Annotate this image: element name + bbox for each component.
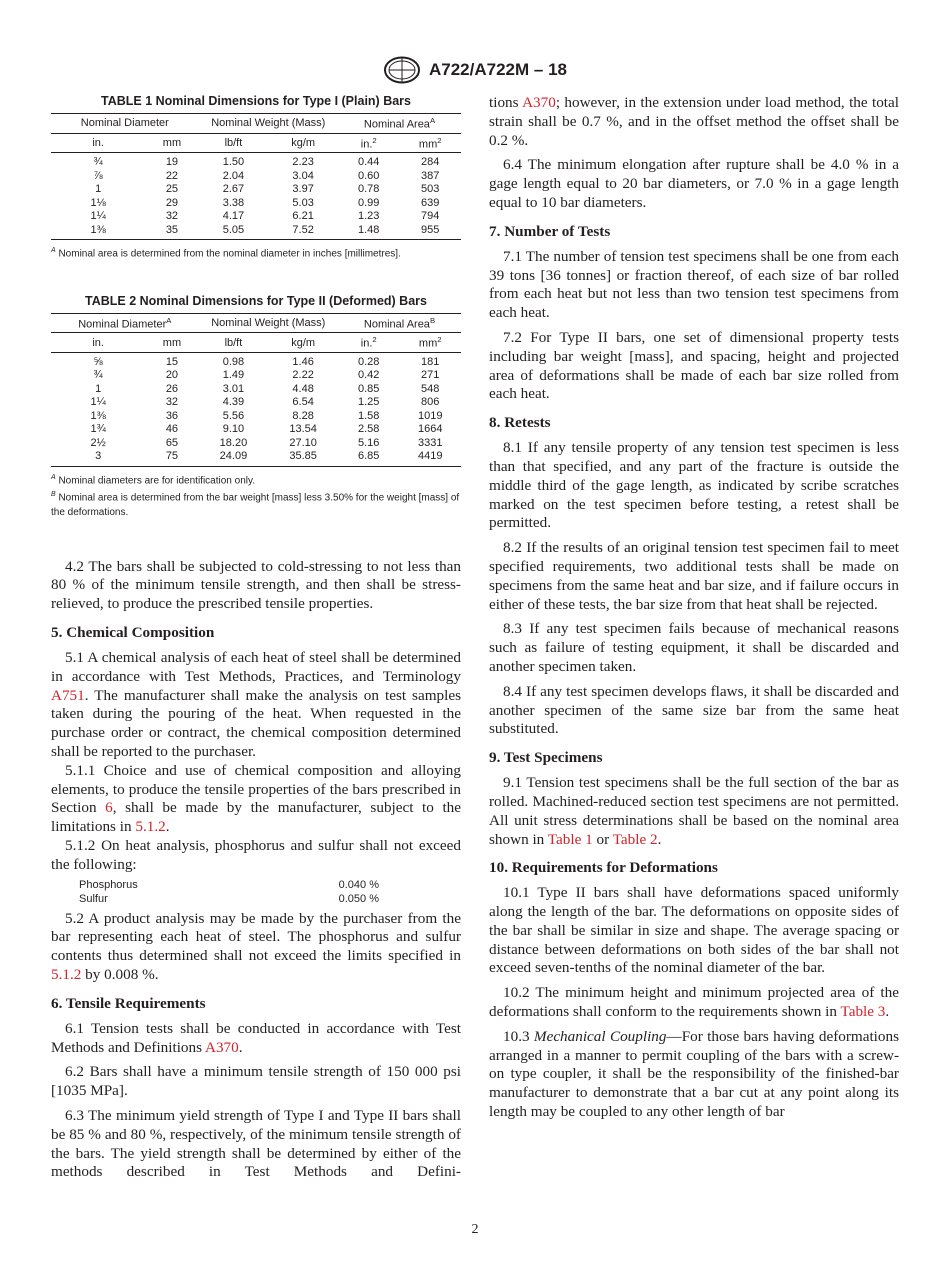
table-row: [51, 197, 461, 211]
right-column: [489, 94, 899, 1128]
table-cell: 3.97: [292, 183, 314, 196]
table-cell: 27.10: [289, 436, 317, 449]
heading-8: 8. Retests: [489, 414, 551, 432]
para-8-1: 8.1 If any tensile property of any tension test specimen is less than that specified, and any part of the fracture is outside the middle third of the gage length, as indicated by scribe scratches marked on the test specimen before testing, a retest shall be permitted.: [489, 439, 899, 532]
table-row: [51, 396, 461, 410]
table-cell: 15: [165, 355, 179, 368]
table-cell: 13.54: [289, 423, 317, 436]
table-cell: 0.42: [358, 369, 380, 382]
table-cell: 2.67: [222, 183, 245, 196]
limit-row: Phosphorus 0.040 %: [79, 878, 379, 891]
para-9-1: 9.1 Tension test specimens shall be the full section of the bar as rolled. Machined-reduced section test specimens are not permitted. All unit stress determinations shall be based on the nominal area shown in Table 1 or Table 2.: [489, 774, 899, 848]
table-row: [51, 352, 461, 369]
table1-unit: in.: [51, 133, 145, 153]
table2-unit: in.$^2$: [338, 333, 400, 353]
table-cell: 3.04: [292, 169, 314, 182]
table2-group-weight: Nominal Weight (Mass): [199, 313, 338, 333]
para-8-3: 8.3 If any test specimen fails because of mechanical reasons such as failure of testing equipment, it shall be discarded and another specimen taken.: [489, 620, 899, 675]
table-cell: 4.39: [222, 396, 245, 409]
table-cell: 2½: [90, 436, 106, 449]
table-cell: 503: [421, 183, 440, 196]
table-row: [51, 423, 461, 437]
table2-unit: $mm^2$: [399, 333, 461, 353]
table2-group-area: Nominal Area$^B$: [338, 313, 461, 333]
table-cell: 639: [421, 196, 440, 209]
table-cell: 794: [421, 210, 440, 223]
table-cell: 7.52: [268, 224, 338, 240]
table-cell: 548: [421, 382, 440, 395]
table-row: [51, 369, 461, 383]
table1-unit: kg/m: [268, 133, 338, 153]
table-cell: 1⅜: [90, 409, 106, 422]
table1-unit: in.$^2$: [338, 133, 400, 153]
table-cell: 1.48: [338, 224, 400, 240]
table1-unit: mm: [145, 133, 198, 153]
table-cell: 1019: [417, 409, 443, 422]
table-cell: 284: [421, 156, 440, 169]
table-cell: 35: [145, 224, 198, 240]
table-cell: 2.04: [222, 169, 245, 182]
table-cell: 25: [165, 183, 179, 196]
table-row: [51, 153, 461, 170]
table-cell: 32: [165, 210, 179, 223]
para-7-1: 7.1 The number of tension test specimens shall be one from each 39 tons [36 tonnes] or fraction thereof, of each size of bar rolled from each heat but not less than two tension test specimens from each heat.: [489, 247, 899, 322]
table-cell: 1.49: [222, 369, 245, 382]
table-row: [51, 183, 461, 197]
table1: [51, 113, 461, 240]
table-cell: 6.21: [292, 210, 314, 223]
table-cell: 4.17: [222, 210, 245, 223]
table-cell: 9.10: [222, 423, 245, 436]
para-5-1-1: 5.1.1 Choice and use of chemical composition and alloying elements, to produce the tensile properties of the bars prescribed in Section 6, shall be made by the manufacturer, subject to the limitations in 5.1.2.: [51, 761, 461, 836]
table-cell: 8.28: [292, 409, 314, 422]
link-a370[interactable]: A370: [522, 94, 556, 111]
table-row: [51, 450, 461, 466]
table2-footnote-a: $^A$ Nominal diameters are for identification only.: [51, 473, 256, 487]
table-cell: 5.03: [292, 196, 314, 209]
link-table-2[interactable]: Table 2: [612, 830, 658, 848]
para-6-3: 6.3 The minimum yield strength of Type I and Type II bars shall be 85 % and 80 %, respectively, of the minimum tensile strength of the bars. The yield strength shall be determined by either of the methods described in Test Methods and Defini-: [51, 1106, 461, 1181]
table-cell: 20: [165, 369, 179, 382]
table-cell: 3.38: [222, 196, 245, 209]
table-cell: 0.78: [358, 183, 380, 196]
table-cell: 1.50: [222, 156, 245, 169]
table-cell: 1¼: [90, 396, 106, 409]
para-6-1: 6.1 Tension tests shall be conducted in accordance with Test Methods and Definitions A370.: [51, 1019, 461, 1056]
table-cell: 29: [165, 196, 179, 209]
table-cell: ⅝: [93, 355, 103, 368]
table-cell: 0.85: [358, 382, 380, 395]
limit-row: Sulfur 0.050 %: [79, 892, 379, 905]
para-8-4: 8.4 If any test specimen develops flaws, it shall be discarded and another specimen of the same size bar from the same heat substituted.: [489, 682, 899, 738]
link-a751[interactable]: A751: [51, 686, 85, 704]
table-cell: 181: [421, 355, 440, 368]
table-cell: 5.05: [199, 224, 269, 240]
table-row: [51, 210, 461, 224]
left-column: [51, 94, 461, 1188]
table-cell: 1.25: [358, 396, 380, 409]
table-cell: 6.54: [292, 396, 314, 409]
table-cell: 65: [165, 436, 179, 449]
para-6-3-cont: tions A370; however, in the extension under load method, the total strain shall be 0.7 %, and in the offset method the offset shall be 0.2 %.: [489, 94, 899, 149]
table-cell: 271: [421, 369, 440, 382]
table1-unit: $mm^2$: [399, 133, 461, 153]
table-cell: 2.23: [292, 156, 314, 169]
table2-unit: kg/m: [268, 333, 338, 353]
para-5-1: 5.1 A chemical analysis of each heat of steel shall be determined in accordance with Test Methods, Practices, and Terminology A751. The manufacturer shall make the analysis on test samples taken during the pouring of the heat. When requested in the purchase order or contract, the chemical composition determined shall be reported to the purchaser.: [51, 649, 461, 760]
table-cell: 1¼: [90, 210, 106, 223]
link-table-1[interactable]: Table 1: [547, 830, 593, 848]
table2-unit: lb/ft: [199, 333, 269, 353]
table2-unit: mm: [145, 333, 198, 353]
table-row: [51, 170, 461, 184]
para-7-2: 7.2 For Type II bars, one set of dimensional property tests including bar weight [mass], and spacing, height and projected area of deformations shall be made of each bar size rolled from each heat.: [489, 328, 899, 403]
table-cell: 2.58: [358, 423, 380, 436]
table-row: [51, 410, 461, 424]
table1-title: TABLE 1 Nominal Dimensions for Type I (Plain) Bars: [100, 94, 411, 108]
table-cell: 1: [95, 382, 102, 395]
table-cell: 806: [421, 396, 440, 409]
para-4-2: 4.2 The bars shall be subjected to cold-stressing to not less than 80 % of the minimum tensile strength, and then shall be stress-relieved, to produce the prescribed tensile properties.: [51, 557, 461, 613]
heading-10: 10. Requirements for Deformations: [489, 859, 718, 877]
link-5-1-2[interactable]: 5.1.2: [51, 965, 82, 983]
table-row: [51, 383, 461, 397]
table-cell: 1.23: [358, 210, 380, 223]
page-number: 2: [471, 1222, 479, 1237]
table2-footnote-b: $^B$ Nominal area is determined from the bar weight [mass] less 3.50% for the weight [mass] of the deformations.: [51, 491, 460, 518]
table-cell: 6.85: [338, 450, 400, 466]
table2-group-diameter: Nominal Diameter$^A$: [51, 313, 199, 333]
table1-group-diameter: Nominal Diameter: [51, 114, 199, 134]
table-cell: 32: [165, 396, 179, 409]
table2: [51, 313, 461, 467]
para-5-1-2: 5.1.2 On heat analysis, phosphorus and sulfur shall not exceed the following:: [51, 836, 461, 873]
table-cell: 1.58: [358, 409, 380, 422]
table-cell: 0.60: [358, 169, 380, 182]
table1-group-area: Nominal Area$^A$: [338, 114, 461, 134]
table-cell: 1664: [417, 423, 443, 436]
heading-6: 6. Tensile Requirements: [51, 994, 206, 1012]
table-cell: 4.48: [292, 382, 314, 395]
table-cell: ¾: [93, 369, 103, 382]
table-cell: 1¾: [90, 423, 106, 436]
table-cell: 3.01: [222, 382, 245, 395]
table-cell: 3331: [417, 436, 443, 449]
link-5-1-2[interactable]: 5.1.2: [135, 818, 166, 836]
table-cell: 0.98: [222, 355, 245, 368]
heading-7: 7. Number of Tests: [489, 222, 611, 240]
table-cell: 5.16: [358, 436, 380, 449]
table-cell: 1: [95, 183, 102, 196]
para-6-2: 6.2 Bars shall have a minimum tensile strength of 150 000 psi [1035 MPa].: [51, 1063, 461, 1100]
link-section-6[interactable]: 6: [105, 799, 113, 817]
table-cell: 5.56: [222, 409, 245, 422]
table-cell: 46: [165, 423, 179, 436]
table-cell: ⅞: [93, 169, 103, 182]
document-code: A722/A722M – 18: [429, 60, 567, 79]
heading-9: 9. Test Specimens: [489, 749, 603, 767]
table-cell: 36: [165, 409, 179, 422]
table2-title: TABLE 2 Nominal Dimensions for Type II (Deformed) Bars: [85, 293, 427, 308]
para-6-4: 6.4 The minimum elongation after rupture shall be 4.0 % in a gage length equal to 20 bar diameters, or 7.0 % in a gage length equal to 10 bar diameters.: [489, 156, 899, 211]
para-10-2: 10.2 The minimum height and minimum projected area of the deformations shall conform to the requirements shown in Table 3.: [489, 984, 899, 1021]
table-cell: 35.85: [268, 450, 338, 466]
chemical-limits: [79, 878, 379, 906]
table1-group-weight: Nominal Weight (Mass): [199, 114, 338, 134]
table-cell: 3: [51, 450, 145, 466]
para-10-1: 10.1 Type II bars shall have deformations spaced uniformly along the length of the bar. The deformations on opposite sides of the bar shall be similar in size and shape. The average spacing or distance between deformations on both sides of the bar shall not exceed seven-tenths of the nominal diameter of the bar.: [489, 884, 899, 977]
table-cell: 1⅛: [90, 196, 106, 209]
table-cell: 19: [165, 156, 179, 169]
table-cell: 18.20: [219, 436, 248, 449]
table-cell: 2.22: [292, 369, 314, 382]
link-a370[interactable]: A370: [204, 1038, 239, 1056]
table-cell: 0.28: [358, 355, 380, 368]
table-cell: 0.99: [358, 196, 380, 209]
para-10-3: 10.3 Mechanical Coupling—For those bars having deformations arranged in a manner to permit coupling of the bars with a screw-on type coupler, it shall be the responsibility of the finished-bar manufacturer to demonstrate that a bar cut at any point along its length may be coupled to any other length of bar: [489, 1027, 899, 1121]
table-cell: 24.09: [199, 450, 269, 466]
astm-logo-icon: [383, 56, 421, 84]
table-cell: ¾: [93, 156, 103, 169]
table1-footnote: $^A$ Nominal area is determined from the nominal diameter in inches [millimetres].: [51, 247, 401, 260]
table-row: [51, 437, 461, 451]
table-cell: 387: [421, 169, 440, 182]
table-cell: 4419: [399, 450, 461, 466]
table-cell: 0.44: [358, 156, 380, 169]
table-cell: 75: [145, 450, 198, 466]
table-cell: 26: [165, 382, 179, 395]
para-5-2: 5.2 A product analysis may be made by the purchaser from the bar representing each heat of steel. The phosphorus and sulfur contents thus determined shall not exceed the limits specified in 5.1.2 by 0.008 %.: [51, 909, 461, 983]
link-table-3[interactable]: Table 3: [840, 1003, 886, 1021]
heading-5: 5. Chemical Composition: [51, 624, 215, 641]
table1-unit: lb/ft: [199, 133, 269, 153]
table-cell: 1⅜: [51, 224, 145, 240]
table-cell: 1.46: [292, 355, 314, 368]
page-header: [0, 56, 950, 84]
table-cell: 955: [399, 224, 461, 240]
table2-unit: in.: [51, 333, 145, 353]
table-cell: 22: [165, 169, 179, 182]
table-row: [51, 224, 461, 240]
para-8-2: 8.2 If the results of an original tension test specimen fail to meet specified requirements, two additional tests shall be made on specimens from the same heat and bar size, and if failure occurs in either of these tests, the bar size from that heat shall be rejected.: [489, 539, 899, 613]
